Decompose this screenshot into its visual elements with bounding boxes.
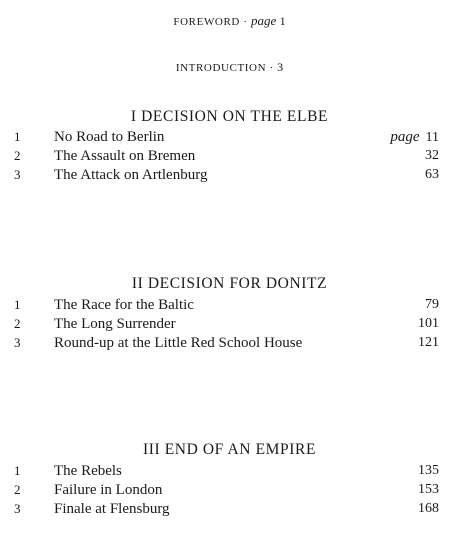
- chapter-title: The Rebels: [54, 463, 122, 479]
- introduction-page-number: 3: [277, 60, 284, 74]
- chapter-page: [425, 167, 439, 183]
- chapter-page: [418, 501, 439, 517]
- part-title: I DECISION ON THE ELBE: [130, 108, 329, 125]
- chapter-number: 2: [14, 148, 21, 163]
- chapter-number: 2: [14, 316, 21, 331]
- page-number: 101: [418, 316, 439, 331]
- foreword-label: FOREWORD: [173, 16, 240, 28]
- page-number: 32: [425, 148, 439, 163]
- toc-entry: [0, 482, 459, 501]
- toc-entry: [0, 335, 459, 354]
- toc-entry: [0, 129, 459, 148]
- foreword-page-number: 1: [279, 14, 286, 28]
- page-number: 63: [425, 167, 439, 182]
- chapter-title: No Road to Berlin: [54, 129, 165, 145]
- foreword-separator: ·: [243, 16, 248, 28]
- page-number: 135: [418, 463, 439, 478]
- chapter-page: [418, 463, 439, 479]
- chapter-title: The Attack on Artlenburg: [54, 167, 208, 183]
- chapter-number: 1: [14, 129, 21, 144]
- chapter-title: Finale at Flensburg: [54, 501, 170, 517]
- chapter-number: 1: [14, 297, 21, 312]
- chapter-page: [418, 335, 439, 351]
- chapter-title: Failure in London: [54, 482, 163, 498]
- chapter-page: [390, 129, 439, 146]
- chapter-number: 3: [14, 167, 21, 182]
- page-word: page: [390, 129, 420, 145]
- chapter-page: [425, 297, 439, 313]
- chapter-page: [418, 482, 439, 498]
- chapter-title: Round-up at the Little Red School House: [54, 335, 303, 351]
- introduction-line: [0, 60, 459, 75]
- introduction-separator: ·: [269, 62, 274, 74]
- page-number: 121: [418, 335, 439, 350]
- page-number: 168: [418, 501, 439, 516]
- part-title: III END OF AN EMPIRE: [142, 441, 317, 458]
- chapter-title: The Race for the Baltic: [54, 297, 194, 313]
- chapter-number: 2: [14, 482, 21, 497]
- chapter-number: 3: [14, 501, 21, 516]
- toc-entry: [0, 463, 459, 482]
- toc-entry: [0, 316, 459, 335]
- introduction-label: INTRODUCTION: [175, 62, 267, 74]
- chapter-title: The Long Surrender: [54, 316, 176, 332]
- chapter-page: [418, 316, 439, 332]
- toc-entry: [0, 148, 459, 167]
- chapter-page: [425, 148, 439, 164]
- page-number: 11: [425, 130, 439, 145]
- toc-entry: [0, 167, 459, 186]
- foreword-line: [0, 13, 459, 29]
- page-number: 153: [418, 482, 439, 497]
- chapter-number: 3: [14, 335, 21, 350]
- toc-entry: [0, 501, 459, 520]
- page-number: 79: [425, 297, 439, 312]
- chapter-number: 1: [14, 463, 21, 478]
- foreword-page-word: page: [250, 13, 277, 28]
- chapter-title: The Assault on Bremen: [54, 148, 196, 164]
- part-title: II DECISION FOR DONITZ: [131, 275, 328, 292]
- toc-entry: [0, 297, 459, 316]
